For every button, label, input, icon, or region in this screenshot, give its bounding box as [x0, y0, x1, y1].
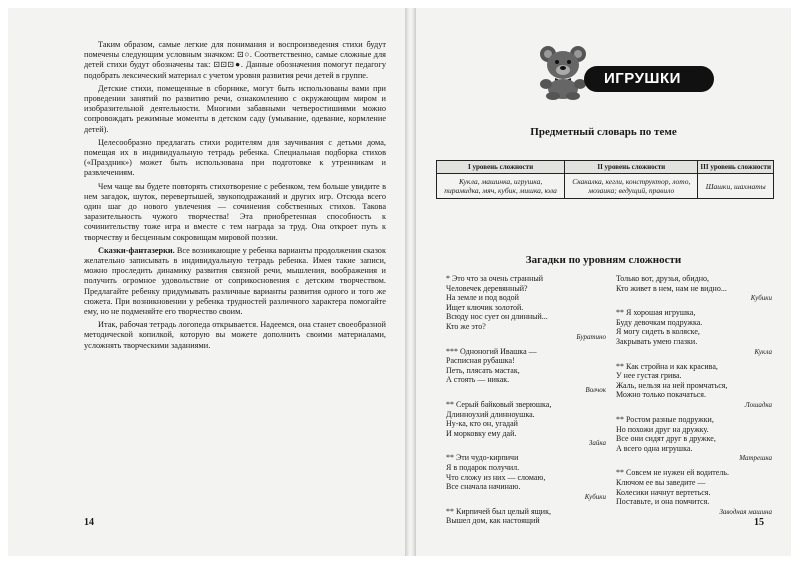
riddle-line: Я в подарок получил.	[446, 462, 520, 472]
riddle	[616, 362, 772, 410]
riddle	[616, 468, 772, 516]
riddle	[616, 415, 772, 463]
dictionary-title: Предметный словарь по теме	[530, 126, 677, 138]
riddle-line: А всего одна игрушка.	[616, 443, 693, 453]
paragraph-lead: Сказки-фантазерки.	[98, 245, 175, 255]
riddle	[446, 400, 606, 448]
paragraph-text: Таким образом, самые легкие для понимания и воспроизведения стихи будут помечены следующим условным значком: ⊡○. Соответственно, самые сложные для детей стихи будут обозначены так: ⊡⊡⊡●. Данные обозначения помогут педагогу подобрать лексический материал с учетом уровня развития речи детей в группе.	[84, 40, 386, 80]
riddle-line: ** Кирпичей был целый ящик,	[446, 506, 551, 516]
riddle	[446, 453, 606, 501]
paragraph	[84, 138, 386, 179]
riddle-line: Петь, плясать мастак,	[446, 365, 520, 375]
page-number-left: 14	[84, 517, 94, 528]
paragraph	[84, 40, 386, 81]
paragraph	[84, 320, 386, 351]
riddle-answer: Матрешка	[739, 454, 772, 463]
riddle-line: Я могу сидеть в коляске,	[616, 327, 700, 337]
paragraph-text: Целесообразно предлагать стихи родителям для заучивания с детьми дома, помещая их в индивидуальную тетрадь ребенка. Специальная подборка стихов («Праздник») может быть использована при подготовке к утренникам и развлечениям.	[84, 137, 386, 178]
riddle-line: На земле и под водой	[446, 293, 519, 303]
riddle-line: Человечек деревянный?	[446, 283, 528, 293]
left-page-body	[84, 40, 386, 351]
left-page	[8, 8, 406, 556]
riddle-line: Все сначала начинаю.	[446, 482, 521, 492]
riddle-line: ** Ростом разные подружки,	[616, 414, 714, 424]
riddle-line: Все они сидят друг в дружке,	[616, 434, 716, 444]
table-header: III уровень сложности	[698, 161, 774, 174]
riddle-line: Ну-ка, кто он, угадай	[446, 419, 518, 429]
riddle-line: Кто живет в нем, нам не видно...	[616, 283, 727, 293]
riddle-line: ** Совсем не нужен ей водитель.	[616, 468, 729, 478]
riddle-answer: Волчок	[585, 385, 606, 394]
paragraph-text: Чем чаще вы будете повторять стихотворение с ребенком, тем больше увидите в нем загадок, шуток, перевертышей, звукоподражаний и других игр. Отсюда всего один шаг до нового увлечения — сочинения собственных стихов. Такова заразительность чужого творчества! Эта приобретенная способность к сочинительству тоже игра и вместе с тем награда за труд. Она откроет путь к творчеству и бесценным сокровищам мировой поэзии.	[84, 181, 386, 242]
page-number-right: 15	[754, 517, 764, 528]
riddle-line: Длинноухий длинноушка.	[446, 409, 535, 419]
riddle-line: Вышел дом, как настоящий	[446, 516, 540, 526]
riddles-column-1	[446, 274, 606, 531]
riddle-line: ** Эти чудо-кирпичи	[446, 453, 519, 463]
paragraph	[84, 246, 386, 317]
riddle-line: ** Серый байковый зверюшка,	[446, 399, 552, 409]
riddle	[616, 308, 772, 356]
paragraph-text: Детские стихи, помещенные в сборнике, могут быть использованы вами при проведении занятий по развитию речи, ознакомлению с окружающим миром и изобразительной деятельности. Многими забавными четверостишиями можно сопровождать режимные моменты в детском саду (умывание, одевание, кормление детей).	[84, 83, 386, 134]
riddle-line: Закрывать умею глазки.	[616, 336, 698, 346]
riddle-line: Кто же это?	[446, 321, 486, 331]
riddle-line: Что сложу из них — сломаю,	[446, 472, 546, 482]
riddle-answer: Буратино	[576, 332, 606, 341]
riddle	[446, 274, 606, 342]
riddle-line: Всюду нос сует он длинный...	[446, 312, 548, 322]
riddle-line: Но похожи друг на дружку.	[616, 424, 709, 434]
vocabulary-table	[436, 160, 774, 199]
riddle-answer: Кубики	[750, 294, 772, 303]
right-page	[415, 8, 791, 556]
riddle-line: *** Одноногий Ивашка —	[446, 346, 537, 356]
riddle-answer: Заводная машина	[719, 507, 772, 516]
riddles-title: Загадки по уровням сложности	[525, 254, 682, 266]
riddle-line: * Это что за очень странный	[446, 274, 544, 283]
riddles-column-2	[616, 274, 772, 522]
paragraph-text: Все возникающие у ребенка варианты продолжения сказок желательно записывать в индивидуальную тетрадь ребенка. Имея такие записи, можно проследить динамику развития связной речи, мышления, воображения и получить огромное удовольствие от соприкосновения с детским творчеством. Предлагайте ребенку придумывать различные варианты развития одного и того же сюжета. При возникновении у ребенка трудностей различного характера помогайте ему, но не подменяйте его творчество своим.	[84, 245, 386, 317]
riddle-line: Поставьте, и она помчится.	[616, 497, 710, 507]
riddle-line: А стоять — никак.	[446, 375, 510, 385]
table-cell: Кукла, машинка, игрушка, пирамидка, мяч, кубик, мишка, юла	[437, 174, 565, 199]
riddle-line: И морковку ему дай.	[446, 428, 517, 438]
table-header: II уровень сложности	[565, 161, 698, 174]
riddle-line: Расписная рубашка!	[446, 356, 515, 366]
paragraph	[84, 182, 386, 243]
paragraph	[84, 84, 386, 135]
riddle-line: Жаль, нельзя на ней промчаться,	[616, 380, 728, 390]
riddle	[616, 274, 772, 303]
riddle-answer: Лошадка	[744, 400, 772, 409]
table-cell: Шашки, шахматы	[698, 174, 774, 199]
riddle-line: У нее густая грива.	[616, 371, 682, 381]
riddle-line: Ищет ключик золотой.	[446, 302, 524, 312]
riddle-line: Можно только покачаться.	[616, 390, 706, 400]
riddle-answer: Зайка	[588, 439, 606, 448]
table-header: I уровень сложности	[437, 161, 565, 174]
riddle-line: ** Как стройна и как красива,	[616, 361, 718, 371]
chapter-heading: ИГРУШКИ	[584, 66, 714, 92]
riddle-line: Только вот, друзья, обидно,	[616, 274, 709, 283]
riddle-line: Ключом ее вы заведите —	[616, 477, 706, 487]
teddy-bear-icon	[536, 44, 590, 100]
table-cell: Скакалка, кегли, конструктор, лото, мозаика; ведущий, правило	[565, 174, 698, 199]
riddle	[446, 347, 606, 395]
riddle-answer: Кукла	[754, 347, 772, 356]
riddle-line: ** Я хорошая игрушка,	[616, 308, 696, 318]
riddle	[446, 507, 606, 526]
riddle-line: Буду девочкам подружка.	[616, 317, 703, 327]
paragraph-text: Итак, рабочая тетрадь логопеда открывается. Надеемся, она станет своеобразной методической копилкой, которую вы можете дополнить своими материалами, усложнять творческими заданиями.	[84, 320, 386, 350]
riddle-line: Колесики начнут вертеться.	[616, 487, 711, 497]
riddle-answer: Кубики	[584, 492, 606, 501]
